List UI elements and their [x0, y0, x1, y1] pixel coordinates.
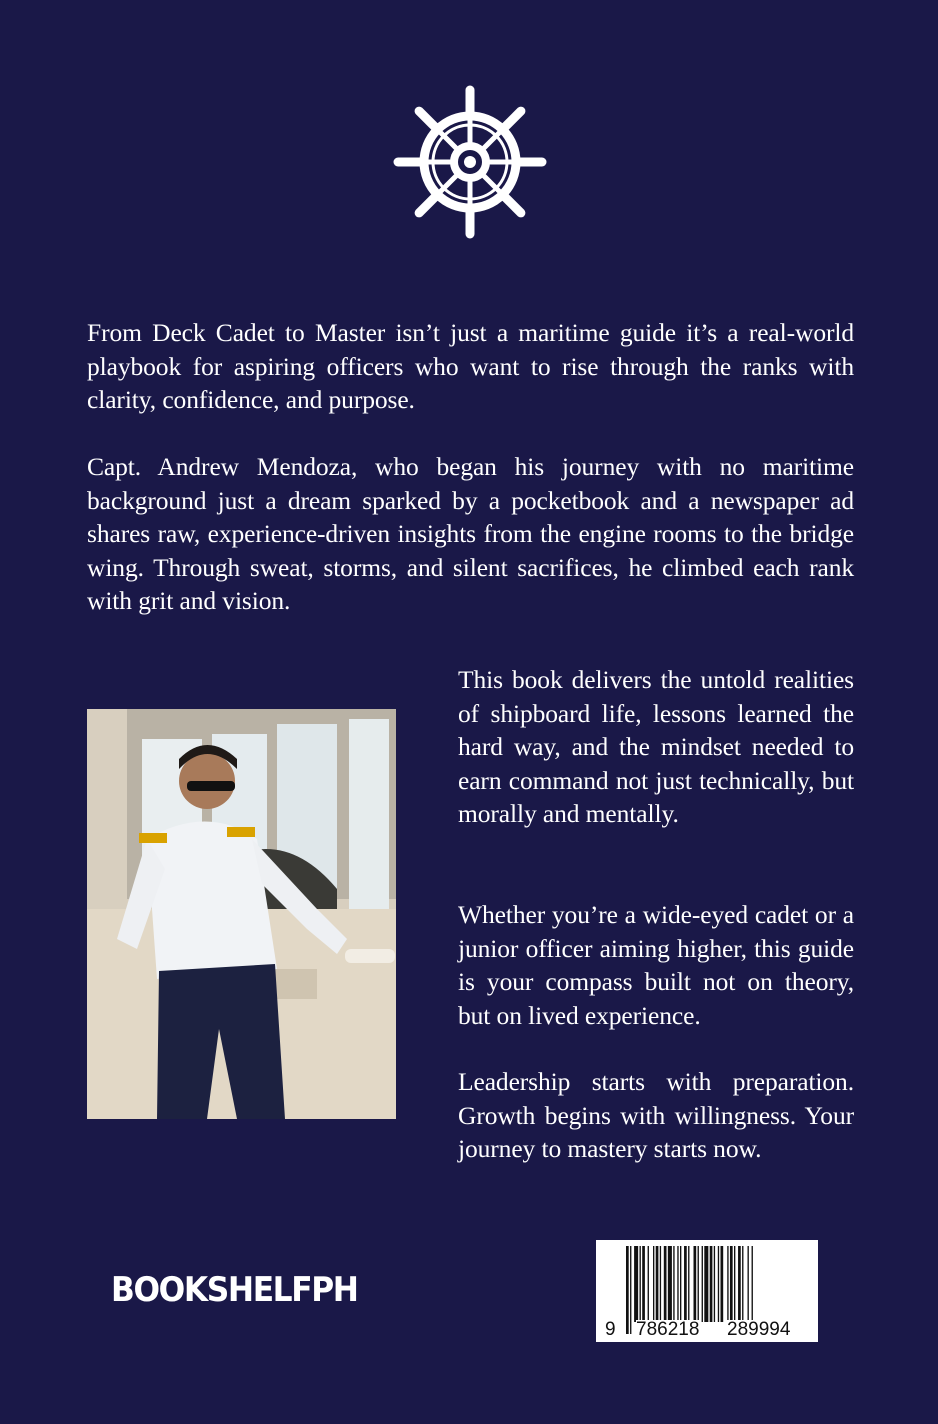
blurb-paragraph-closing: Leadership starts with preparation. Growth begins with willingness. Your journey to mastery starts now. — [458, 1067, 854, 1164]
isbn-group-2: 289994 — [727, 1319, 791, 1340]
blurb-paragraph-intro: From Deck Cadet to Master isn’t just a maritime guide it’s a real-world playbook for aspiring officers who want to rise through the ranks with clarity, confidence, and purpose. — [87, 318, 854, 415]
publisher-logo: BOOKSHELFPH — [111, 1270, 358, 1310]
blurb-paragraph-author: Capt. Andrew Mendoza, who began his journey with no maritime background just a dream sparked by a pocketbook and a newspaper ad shares raw, experience-driven insights from the engine rooms to the bridge wing. Through sweat, storms, and silent sacrifices, he climbed each rank with grit and vision. — [87, 452, 854, 616]
author-photo — [87, 709, 396, 1119]
isbn-lead-digit: 9 — [605, 1319, 616, 1340]
isbn-barcode — [596, 1240, 818, 1342]
ship-wheel-icon — [392, 84, 548, 240]
blurb-paragraph-audience: Whether you’re a wide-eyed cadet or a junior officer aiming higher, this guide is your compass built not on theory, but on lived experience. — [458, 900, 854, 1030]
blurb-paragraph-realities: This book delivers the untold realities of shipboard life, lessons learned the hard way, and the mindset needed to earn command not just technically, but morally and mentally. — [458, 665, 854, 829]
isbn-group-1: 786218 — [636, 1319, 700, 1340]
